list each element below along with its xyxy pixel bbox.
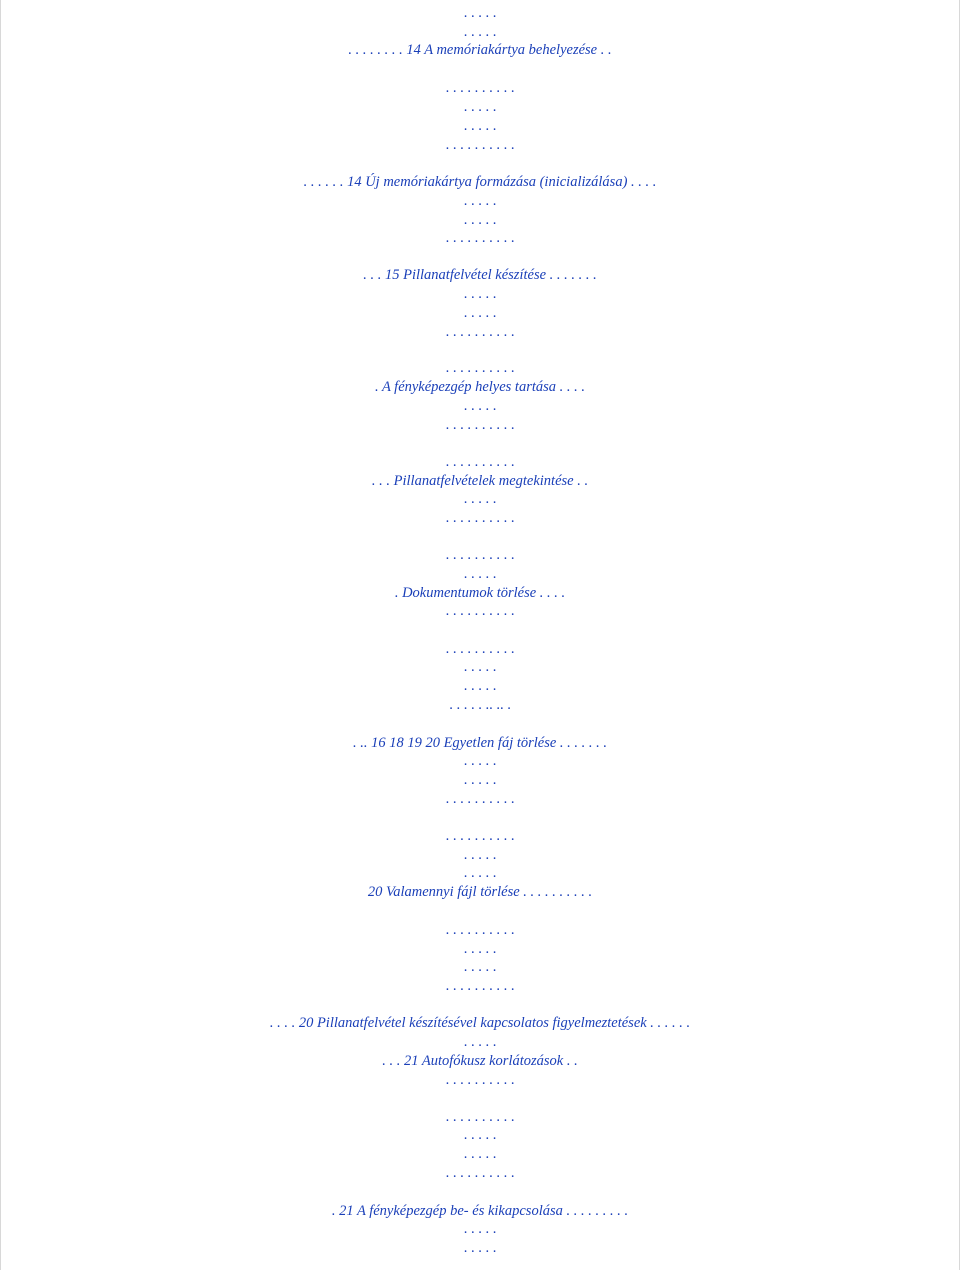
toc-line: . . . . . — [463, 1146, 497, 1162]
toc-line: . . . . . . . . . . — [445, 978, 515, 994]
toc-line: . . . . . . . . . . — [445, 641, 515, 657]
toc-line: . . . . . . . . . . — [445, 547, 515, 563]
toc-entry-text: . . . Pillanatfelvételek megtekintése . . — [371, 473, 589, 489]
toc-line: . . . . . — [463, 286, 497, 302]
toc-entry — [0, 173, 960, 191]
toc-line: . . . . . . . . . . — [445, 1072, 515, 1088]
toc-line: . . . . . . . . . . — [445, 417, 515, 433]
toc-line: . . . . . — [463, 1034, 497, 1050]
toc-entry — [0, 1202, 960, 1220]
toc-line: . . . . . — [463, 566, 497, 582]
toc-entry-text: . A fényképezgép helyes tartása . . . . — [374, 379, 586, 395]
toc-entry-text: . Dokumentumok törlése . . . . — [394, 585, 566, 601]
toc-entry — [0, 378, 960, 396]
toc-entry-text: . 21 A fényképezgép be- és kikapcsolása . . . . . . . . . — [331, 1203, 629, 1219]
toc-entry-text: . . . . . . 14 Új memóriakártya formázása (inicializálása) . . . . — [303, 174, 657, 190]
toc-entry — [0, 41, 960, 59]
toc-line: . . . . . . . . . . — [445, 454, 515, 470]
toc-line: . . . . . . . . . . — [445, 1165, 515, 1181]
toc-line: . . . . . — [463, 1127, 497, 1143]
toc-line: . . . . . — [463, 1240, 497, 1256]
toc-line: . . . . . — [463, 118, 497, 134]
toc-line: . . . . . — [463, 5, 497, 21]
toc-line: . . . . . — [463, 659, 497, 675]
toc-line: . . . . . — [463, 865, 497, 881]
toc-entry — [0, 584, 960, 602]
toc-line: . . . . . . . . . . — [445, 360, 515, 376]
toc-line: . . . . . — [463, 193, 497, 209]
toc-line: . . . . . — [463, 305, 497, 321]
toc-line: . . . . . . . . . . — [445, 137, 515, 153]
toc-line: . . . . . . . . . . — [445, 510, 515, 526]
toc-line: . . . . . — [463, 941, 497, 957]
toc-line: . . . . . — [463, 772, 497, 788]
toc-line: . . . . . — [463, 753, 497, 769]
toc-entry — [0, 1052, 960, 1070]
toc-line: . . . . . . . . . . — [445, 324, 515, 340]
toc-entry-text: . . . 21 Autofókusz korlátozások . . — [382, 1053, 578, 1069]
toc-line: . . . . . — [463, 959, 497, 975]
toc-line: . . . . . — [463, 1221, 497, 1237]
toc-line: . . . . . . . . . . — [445, 603, 515, 619]
toc-entry-text: . . . 15 Pillanatfelvétel készítése . . . . . . . — [363, 267, 597, 283]
toc-entry — [0, 266, 960, 284]
toc-line: . . . . . .. .. . — [449, 697, 511, 713]
toc-entry-text: . . . . 20 Pillanatfelvétel készítésével kapcsolatos figyelmeztetések . . . . . . — [269, 1015, 691, 1031]
toc-line: . . . . . . . . . . — [445, 922, 515, 938]
toc-line: . . . . . . . . . . — [445, 791, 515, 807]
toc-line: . . . . . . . . . . — [445, 230, 515, 246]
toc-line: . . . . . — [463, 99, 497, 115]
toc-entry — [0, 734, 960, 752]
toc-entry-text: 20 Valamennyi fájl törlése . . . . . . . . . . — [367, 884, 593, 900]
toc-line: . . . . . . . . . . — [445, 1109, 515, 1125]
toc-line: . . . . . . . . . . — [445, 828, 515, 844]
toc-entry — [0, 1014, 960, 1032]
toc-entry-text: . .. 16 18 19 20 Egyetlen fáj törlése . . . . . . . — [352, 735, 608, 751]
toc-line: . . . . . — [463, 212, 497, 228]
toc-entry — [0, 883, 960, 901]
toc-line: . . . . . . . . . . — [445, 80, 515, 96]
toc-line: . . . . . — [463, 847, 497, 863]
toc-entry — [0, 472, 960, 490]
toc-line: . . . . . — [463, 24, 497, 40]
toc-line: . . . . . — [463, 398, 497, 414]
toc-line: . . . . . — [463, 678, 497, 694]
toc-entry-text: . . . . . . . . 14 A memóriakártya behelyezése . . — [348, 42, 612, 58]
toc-line: . . . . . — [463, 491, 497, 507]
